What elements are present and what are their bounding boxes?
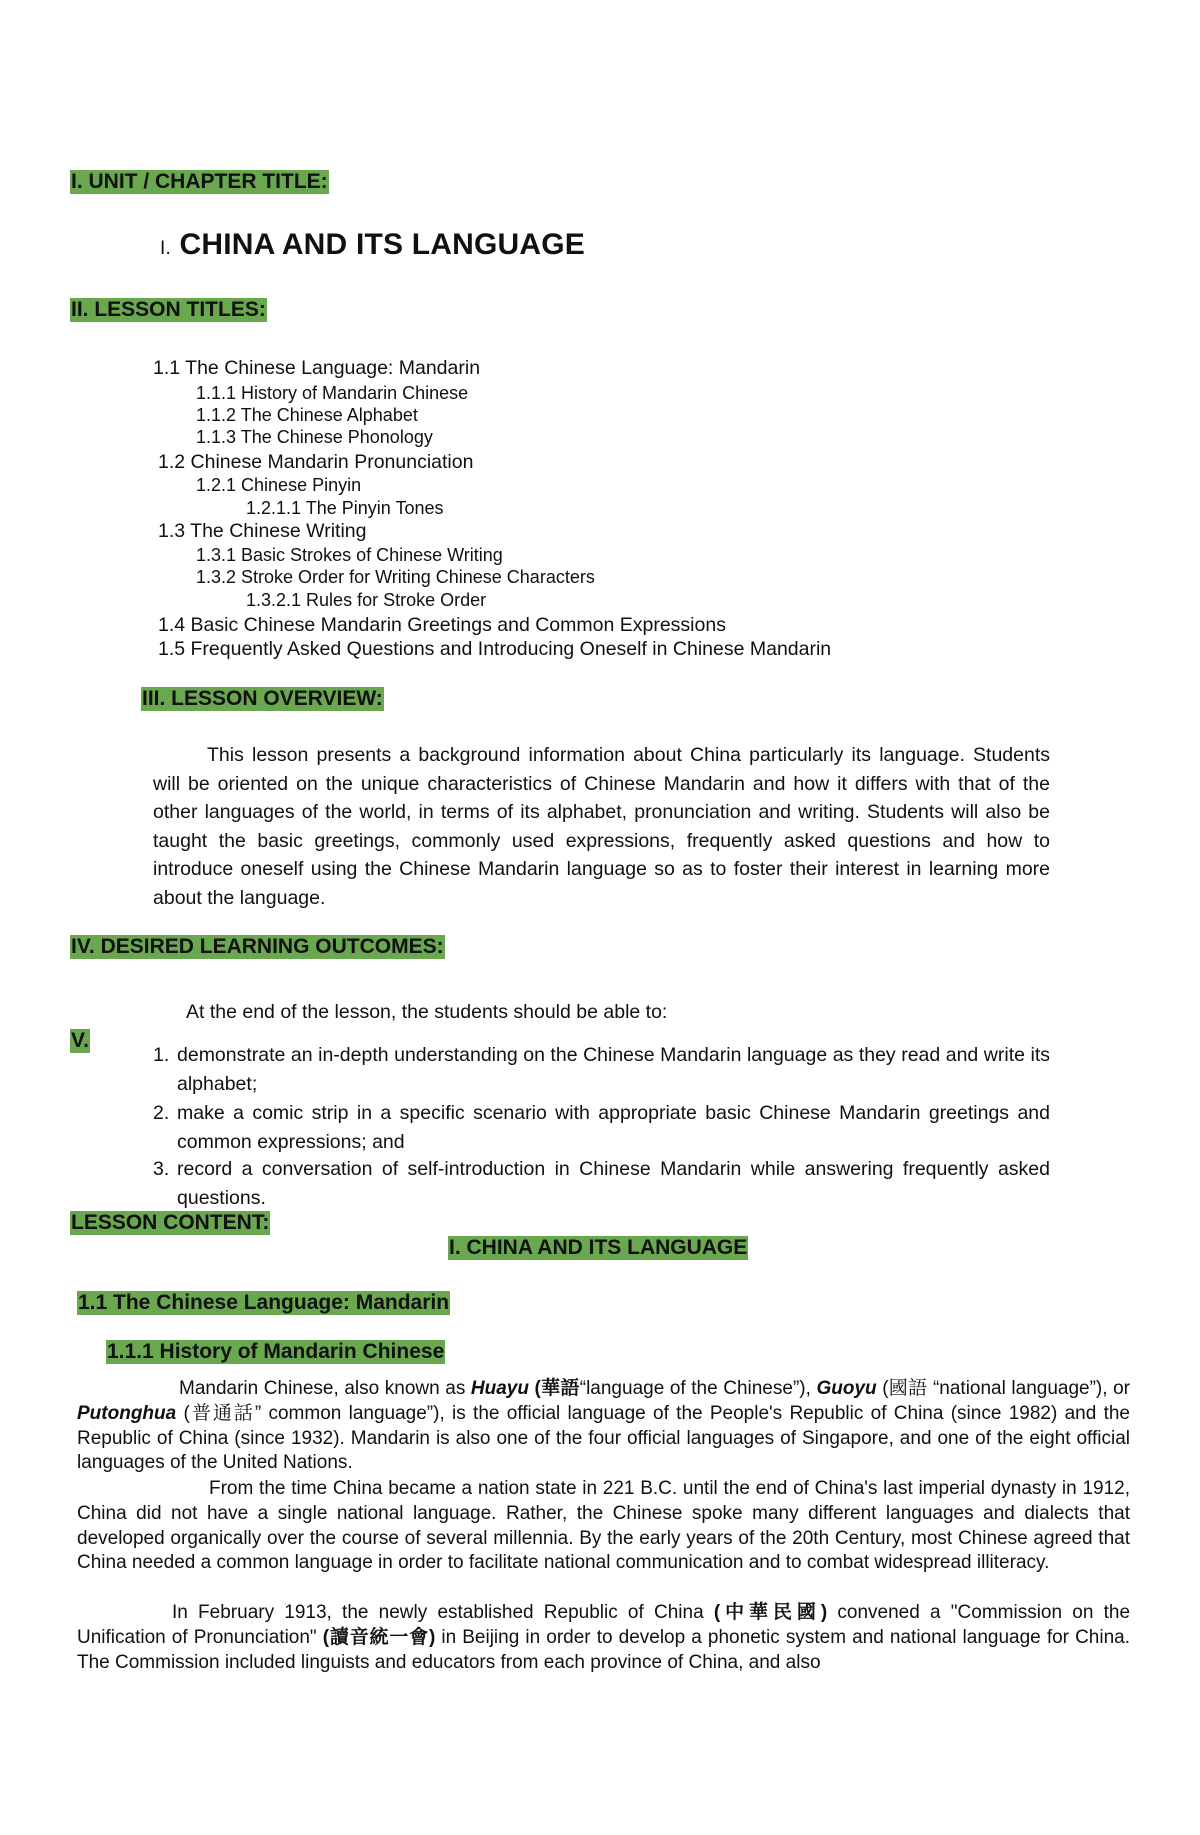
p1-text-e: (普通話” common language”), is the official language of the People's Republic of China (since 1982) and the Republic of China (since 1932). Mandarin is also one of the four official languages of Singapore, and one of the eight official languages of the United Nations. [77, 1402, 1130, 1474]
list-item: 1.3.2 Stroke Order for Writing Chinese Characters [196, 567, 595, 587]
outcomes-intro: At the end of the lesson, the students should be able to: [186, 1001, 668, 1023]
list-item: 1.1 The Chinese Language: Mandarin [153, 357, 481, 379]
outcome-text [153, 1099, 1050, 1156]
p3-text-c: in Beijing in order to develop a phonetic system and national language for China. The Commission included linguists and educators from each province of China, and also [77, 1626, 1131, 1673]
section-label-lesson-overview: III. LESSON OVERVIEW: [142, 687, 383, 710]
outcome-number: 2. [153, 1102, 170, 1124]
content-heading-1-1: 1.1 The Chinese Language: Mandarin [78, 1291, 450, 1314]
p1-text-d: (國語 “national language”), or [876, 1378, 1131, 1399]
term-republic-of-china: (中華民國) [713, 1602, 828, 1623]
history-paragraph-3 [77, 1601, 1130, 1675]
list-item: 1.1.2 The Chinese Alphabet [196, 405, 418, 425]
list-item: 1.4 Basic Chinese Mandarin Greetings and Common Expressions [158, 614, 726, 636]
outcome-item-2 [153, 1099, 1050, 1156]
term-putonghua: Putonghua [77, 1402, 177, 1424]
overview-paragraph: This lesson presents a background information about China particularly its language. Students will be oriented on the unique characteristics of Chinese Mandarin and how it differs with that of the other languages of the world, in terms of its alphabet, pronunciation and writing. Students will also be taught the basic greetings, commonly used expressions, frequently asked questions and how to introduce oneself using the Chinese Mandarin language so as to foster their interest in learning more about the language. [153, 744, 1050, 909]
list-item: 1.5 Frequently Asked Questions and Introducing Oneself in Chinese Mandarin [158, 638, 832, 660]
unit-title-number: I. [160, 238, 171, 259]
outcome-text-content: record a conversation of self-introduction in Chinese Mandarin while answering frequently asked questions. [177, 1158, 1050, 1209]
section-label-lesson-content: LESSON CONTENT: [71, 1211, 270, 1234]
term-huayu: Huayu [470, 1378, 529, 1399]
section-label-learning-outcomes: IV. DESIRED LEARNING OUTCOMES: [71, 935, 444, 958]
outcome-item-1 [153, 1041, 1050, 1098]
history-paragraph-1 [77, 1377, 1130, 1476]
outcome-text-content: make a comic strip in a specific scenario with appropriate basic Chinese Mandarin greetings and common expressions; and [177, 1102, 1050, 1153]
section-label-unit-title: I. UNIT / CHAPTER TITLE: [71, 170, 328, 193]
term-guoyu: Guoyu [816, 1378, 877, 1399]
p1-text-b: (華語 [528, 1378, 580, 1399]
list-item: 1.2.1 Chinese Pinyin [196, 475, 362, 495]
list-item: 1.3.1 Basic Strokes of Chinese Writing [196, 545, 503, 565]
p1-text-c: “language of the Chinese”), [579, 1378, 817, 1399]
list-item: 1.2 Chinese Mandarin Pronunciation [158, 451, 474, 473]
content-unit-heading: I. CHINA AND ITS LANGUAGE [449, 1236, 748, 1259]
history-paragraph-2: From the time China became a nation state in 221 B.C. until the end of China's last imperial dynasty in 1912, China did not have a single national language. Rather, the Chinese spoke many different languages and dialects that developed organically over the course of several millennia. By the early years of the 20th Century, most Chinese agreed that China needed a common language in order to facilitate national communication and to combat widespread illiteracy. [77, 1478, 1130, 1574]
outcome-text-content: demonstrate an in-depth understanding on the Chinese Mandarin language as they read and write its alphabet; [177, 1044, 1050, 1095]
section-label-v: V. [71, 1029, 89, 1052]
list-item: 1.1.3 The Chinese Phonology [196, 427, 433, 447]
outcome-number: 3. [153, 1158, 170, 1180]
p3-text-b: convened a "Commission on the Unification of Pronunciation" [77, 1602, 1131, 1648]
list-item: 1.2.1.1 The Pinyin Tones [246, 498, 444, 518]
section-label-lesson-titles: II. LESSON TITLES: [71, 298, 266, 321]
unit-title-text: CHINA AND ITS LANGUAGE [179, 228, 586, 261]
content-heading-1-1-1: 1.1.1 History of Mandarin Chinese [107, 1340, 445, 1363]
p3-text-a: In February 1913, the newly established Republic of China [172, 1602, 714, 1623]
list-item: 1.1.1 History of Mandarin Chinese [196, 383, 469, 403]
list-item: 1.3.2.1 Rules for Stroke Order [246, 590, 487, 610]
outcome-number: 1. [153, 1044, 170, 1066]
list-item: 1.3 The Chinese Writing [158, 520, 367, 542]
outcome-item-3 [153, 1155, 1050, 1212]
unit-title [160, 228, 585, 262]
p1-text-a: Mandarin Chinese, also known as [179, 1378, 471, 1399]
outcome-text [153, 1155, 1050, 1212]
term-commission: (讀音統一會) [322, 1626, 436, 1648]
outcome-text [153, 1041, 1050, 1098]
